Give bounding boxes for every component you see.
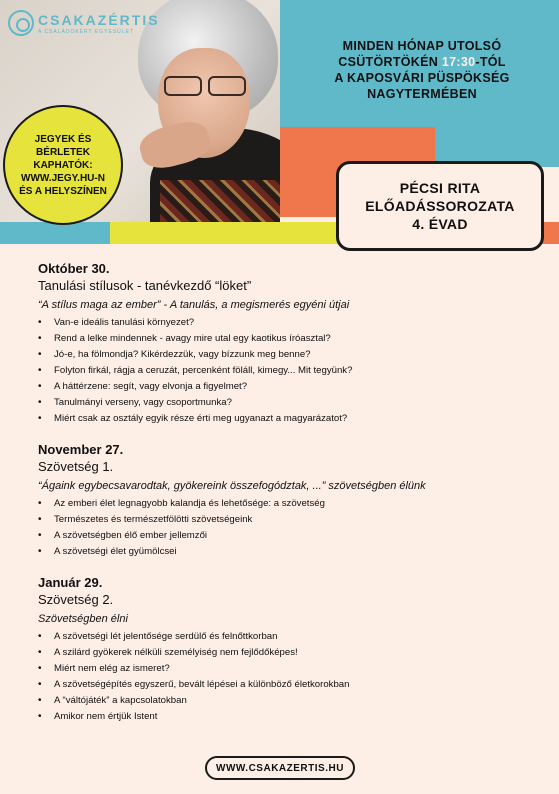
photo-scarf [160,180,280,222]
tickets-line: WWW.JEGY.HU-N [21,172,105,184]
section-topic: Szövetség 1. [38,459,114,474]
schedule-time: 17:30 [441,55,476,69]
list-item: • Jó-e, ha fölmondja? Kikérdezzük, vagy bízzunk meg benne? [38,347,528,363]
schedule-line: NAGYTERMÉBEN [367,87,477,101]
schedule-info [292,38,552,102]
schedule-line: CSÜTÖRTÖKÉN 17:30-TÓL [338,55,506,69]
list-item: • A szövetségi élet gyümölcsei [38,544,528,560]
section-topic: Tanulási stílusok - tanévkezdő “löket” [38,278,252,293]
section-motto: “A stílus maga az ember” - A tanulás, a megismerés egyéni útjai [38,299,350,311]
list-item: • Tanulmányi verseny, vagy csoportmunka? [38,395,528,411]
list-item: • Miért csak az osztály egyik része érti meg ugyanazt a magyarázatot? [38,411,528,427]
list-item: • A háttérzene: segít, vagy elvonja a figyelmet? [38,379,528,395]
photo-glasses [160,76,250,98]
list-item: • A szövetségben élő ember jellemzői [38,528,528,544]
tickets-badge [3,105,123,225]
section-items [38,629,528,725]
list-item: • Folyton firkál, rágja a ceruzát, percenként föláll, kimegy... Mit tegyünk? [38,363,528,379]
list-item: • Amikor nem értjük Istent [38,709,528,725]
section-items [38,496,528,560]
section-october [38,260,528,427]
brand-logo [8,10,160,36]
section-date: November 27. [38,442,124,457]
list-item: • Van-e ideális tanulási környezet? [38,315,528,331]
section-motto: “Ágaink egybecsavarodtak, gyökereink összefogództak, ...” szövetségben élünk [38,480,426,492]
brand-name: CSAKAZÉRTIS [38,11,160,28]
section-date: Október 30. [38,261,110,276]
section-january [38,574,528,725]
list-item: • Természetes és természetfölötti szövetségeink [38,512,528,528]
title-line: ELŐADÁSSOROZATA [365,198,515,214]
list-item: • A szövetségépítés egyszerű, bevált lépései a különböző életkorokban [38,677,528,693]
tickets-line: JEGYEK ÉS [34,133,92,145]
tickets-line: ÉS A HELYSZÍNEN [19,185,107,197]
series-title [336,161,544,251]
tickets-line: BÉRLETEK [36,146,90,158]
list-item: • Miért nem elég az ismeret? [38,661,528,677]
list-item: • A szilárd gyökerek nélküli személyiség nem fejlődőképes! [38,645,528,661]
program-content [38,260,528,739]
website-link[interactable]: WWW.CSAKAZERTIS.HU [205,756,355,780]
section-topic: Szövetség 2. [38,592,114,607]
teal-bar-left [0,222,110,244]
title-line: PÉCSI RITA [399,180,481,196]
logo-icon [8,10,34,36]
list-item: • Az emberi élet legnagyobb kalandja és lehetősége: a szövetség [38,496,528,512]
section-items [38,315,528,427]
schedule-line: MINDEN HÓNAP UTOLSÓ [342,39,502,53]
schedule-line: A KAPOSVÁRI PÜSPÖKSÉG [334,71,510,85]
section-november [38,441,528,560]
title-line: 4. ÉVAD [412,216,468,232]
tickets-line: KAPHATÓK: [33,159,93,171]
list-item: • A szövetségi lét jelentősége serdülő és felnőttkorban [38,629,528,645]
section-date: Január 29. [38,575,103,590]
brand-tagline: A CSALÁDOKÉRT EGYESÜLET [38,28,134,35]
list-item: • Rend a lelke mindennek - avagy mire utal egy kaotikus íróasztal? [38,331,528,347]
section-motto: Szövetségben élni [38,613,128,625]
list-item: • A “váltójáték” a kapcsolatokban [38,693,528,709]
